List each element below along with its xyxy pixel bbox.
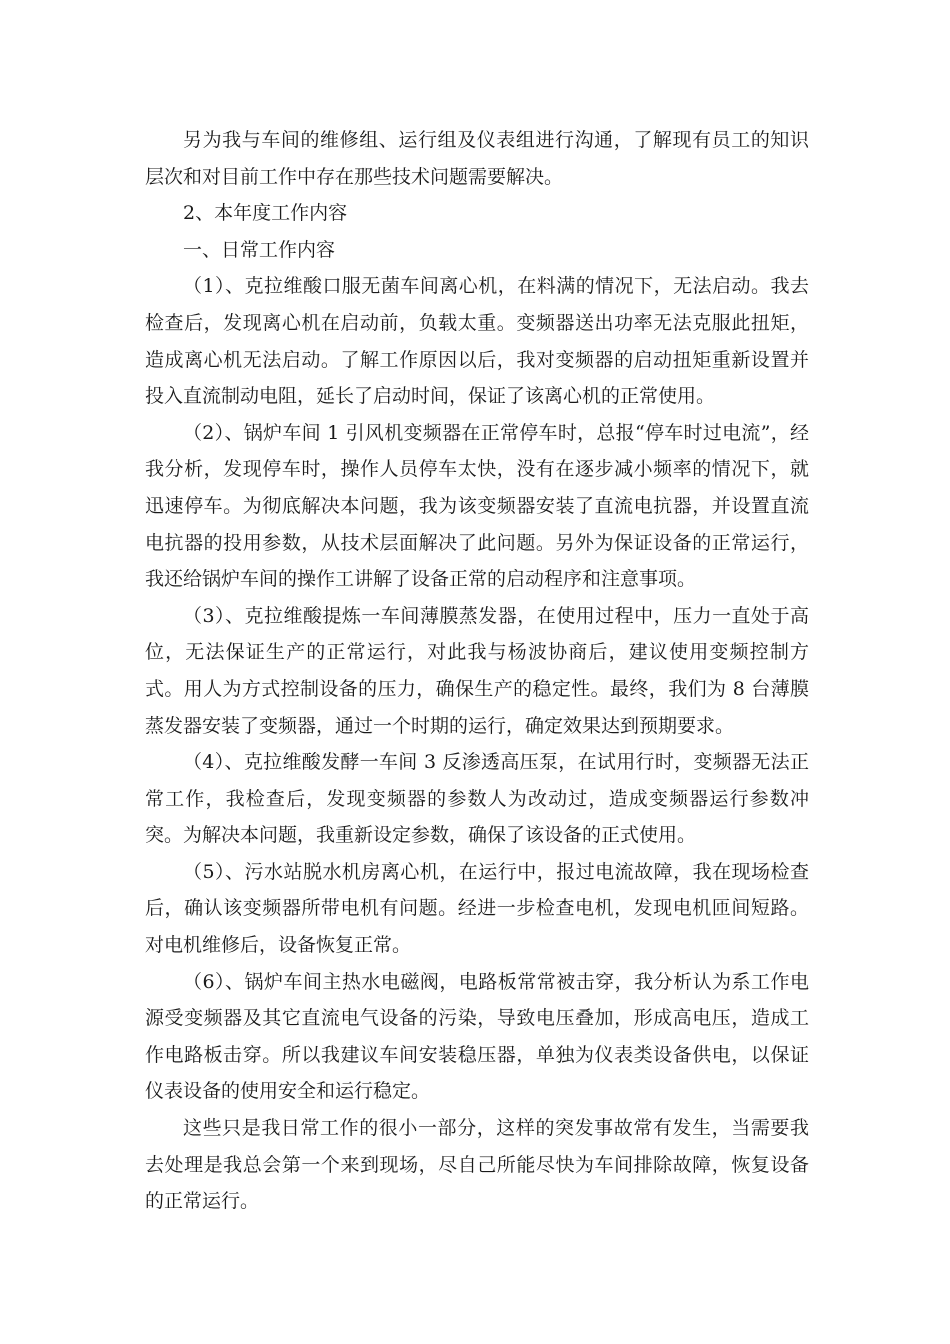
item-paragraph-6: （6）、锅炉车间主热水电磁阀，电路板常常被击穿，我分析认为系工作电源受变频器及其它直流电气设备的污染，导致电压叠加，形成高电压，造成工作电路板击穿。所以我建议车间安装稳压器，单独为仪表类设备供电，以保证仪表设备的使用安全和运行稳定。: [145, 970, 809, 1103]
item-paragraph-4: （4）、克拉维酸发酵一车间 3 反渗透高压泵，在试用行时，变频器无法正常工作，我检查后，发现变频器的参数人为改动过，造成变频器运行参数冲突。为解决本问题，我重新设定参数，确保了该设备的正式使用。: [145, 751, 809, 847]
item-paragraph-1: （1）、克拉维酸口服无菌车间离心机，在料满的情况下，无法启动。我去检查后，发现离心机在启动前，负载太重。变频器送出功率无法克服此扭矩，造成离心机无法启动。了解工作原因以后，我对变频器的启动扭矩重新设置并投入直流制动电阻，延长了启动时间，保证了该离心机的正常使用。: [145, 275, 809, 408]
item-paragraph-2: （2）、锅炉车间 1 引风机变频器在正常停车时，总报“停车时过电流”，经我分析，发现停车时，操作人员停车太快，没有在逐步减小频率的情况下，就迅速停车。为彻底解决本问题，我为该变频器安装了直流电抗器，并设置直流电抗器的投用参数，从技术层面解决了此问题。另外为保证设备的正常运行，我还给锅炉车间的操作工讲解了设备正常的启动程序和注意事项。: [145, 421, 809, 591]
intro-paragraph: 另为我与车间的维修组、运行组及仪表组进行沟通，了解现有员工的知识层次和对目前工作中存在那些技术问题需要解决。: [145, 129, 809, 188]
document-body: [145, 122, 809, 1220]
section-heading-annual-work: 2、本年度工作内容: [183, 202, 348, 225]
subsection-heading-daily-work: 一、日常工作内容: [183, 238, 336, 261]
item-paragraph-3: （3）、克拉维酸提炼一车间薄膜蒸发器，在使用过程中，压力一直处于高位，无法保证生产的正常运行，对此我与杨波协商后，建议使用变频控制方式。用人为方式控制设备的压力，确保生产的稳定性。最终，我们为 8 台薄膜蒸发器安装了变频器，通过一个时期的运行，确定效果达到预期要求。: [145, 604, 809, 737]
closing-paragraph: 这些只是我日常工作的很小一部分，这样的突发事故常有发生，当需要我去处理是我总会第一个来到现场，尽自己所能尽快为车间排除故障，恢复设备的正常运行。: [145, 1117, 809, 1213]
item-paragraph-5: （5）、污水站脱水机房离心机，在运行中，报过电流故障，我在现场检查后，确认该变频器所带电机有问题。经进一步检查电机，发现电机匝间短路。对电机维修后，设备恢复正常。: [145, 860, 809, 957]
